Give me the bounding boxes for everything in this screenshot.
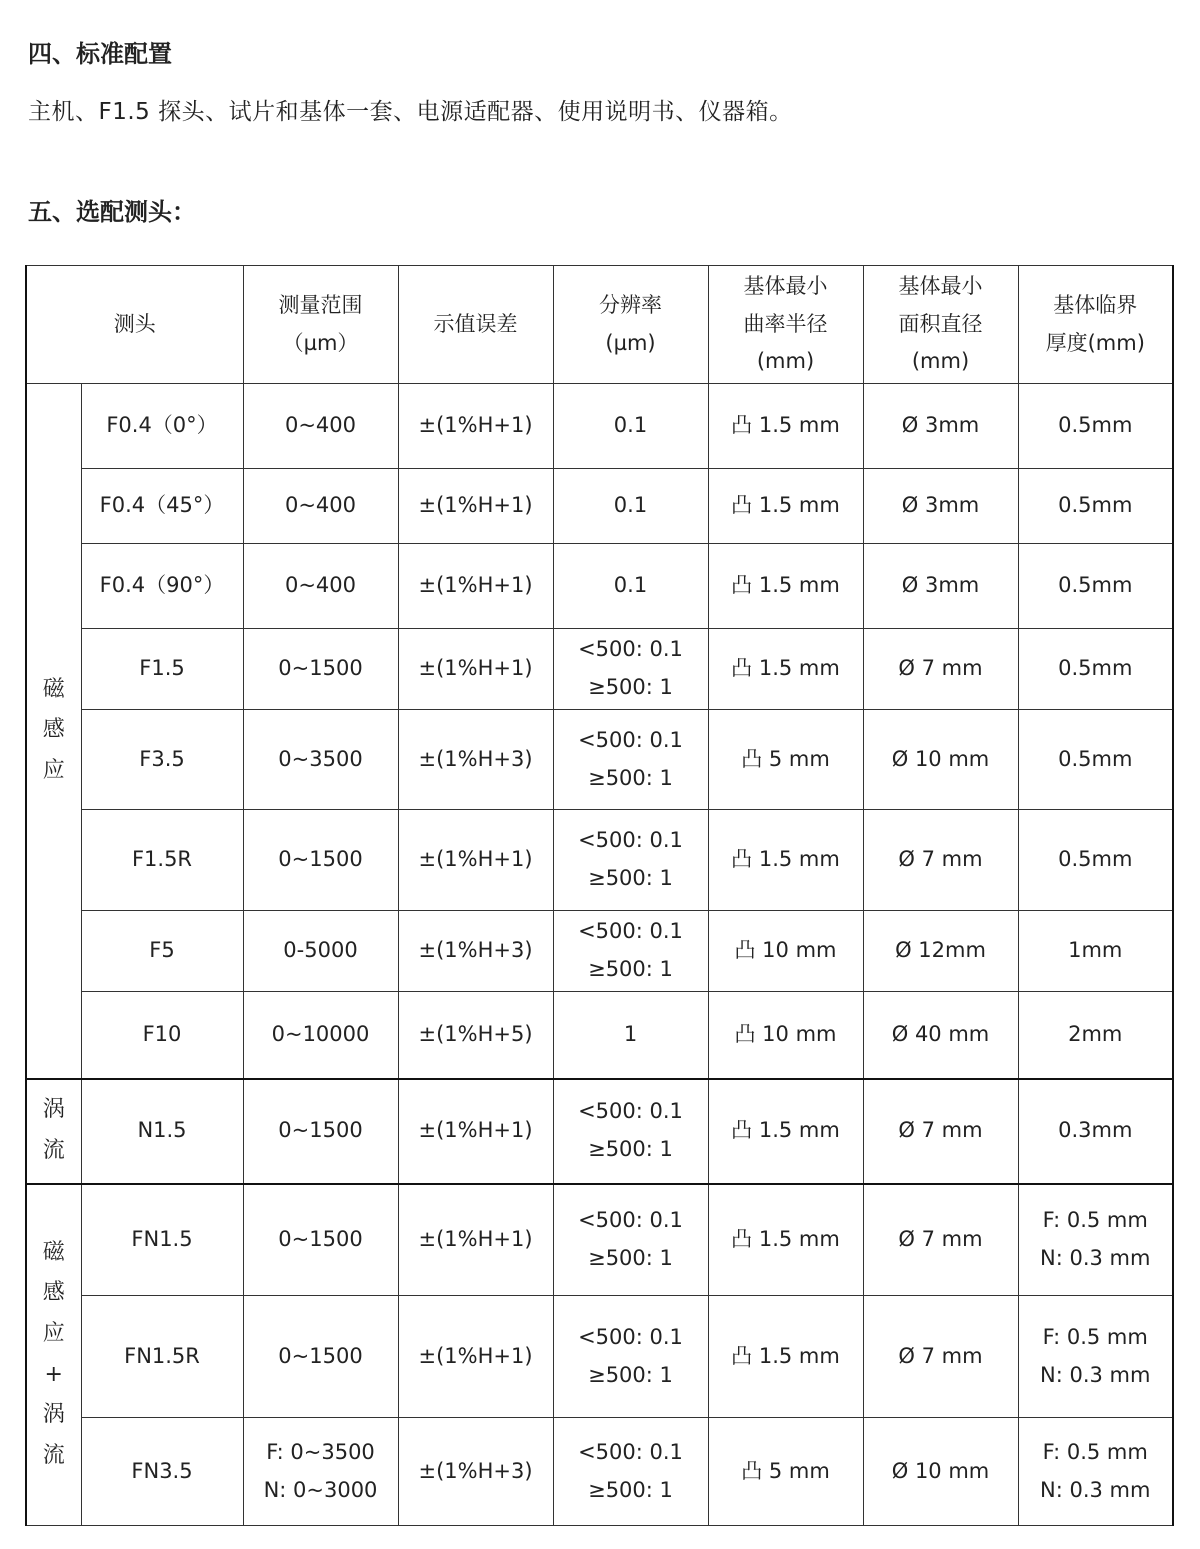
cell-min-area: Ø 7 mm bbox=[863, 629, 1018, 710]
cell-error: ±(1%H+1) bbox=[398, 1184, 553, 1296]
cell-resolution: <500: 0.1 ≥500: 1 bbox=[553, 810, 708, 911]
cell-min-radius: 凸 1.5 mm bbox=[708, 384, 863, 469]
cell-min-radius: 凸 1.5 mm bbox=[708, 1296, 863, 1418]
cell-probe: N1.5 bbox=[81, 1079, 243, 1184]
cell-critical-thickness: 0.5mm bbox=[1018, 544, 1173, 629]
cell-probe: F5 bbox=[81, 911, 243, 992]
cell-resolution: 0.1 bbox=[553, 384, 708, 469]
header-min-area: 基体最小 面积直径 (mm) bbox=[863, 266, 1018, 384]
cell-probe: FN1.5R bbox=[81, 1296, 243, 1418]
cell-min-radius: 凸 10 mm bbox=[708, 911, 863, 992]
cell-range: 0~1500 bbox=[243, 810, 398, 911]
cell-error: ±(1%H+3) bbox=[398, 710, 553, 810]
cell-range: 0~400 bbox=[243, 469, 398, 544]
cell-min-area: Ø 3mm bbox=[863, 544, 1018, 629]
cell-min-radius: 凸 5 mm bbox=[708, 710, 863, 810]
cell-min-radius: 凸 1.5 mm bbox=[708, 1184, 863, 1296]
cell-error: ±(1%H+3) bbox=[398, 1418, 553, 1526]
table-row bbox=[26, 992, 1173, 1079]
table-body bbox=[26, 384, 1173, 1526]
table-row bbox=[26, 384, 1173, 469]
cell-resolution: 0.1 bbox=[553, 544, 708, 629]
header-range: 测量范围 （µm） bbox=[243, 266, 398, 384]
cell-min-area: Ø 7 mm bbox=[863, 1296, 1018, 1418]
cell-resolution: <500: 0.1 ≥500: 1 bbox=[553, 911, 708, 992]
cell-min-area: Ø 7 mm bbox=[863, 1184, 1018, 1296]
header-resolution: 分辨率 (µm) bbox=[553, 266, 708, 384]
header-min-radius: 基体最小 曲率半径 (mm) bbox=[708, 266, 863, 384]
cell-resolution: <500: 0.1 ≥500: 1 bbox=[553, 629, 708, 710]
cell-probe: F0.4（45°） bbox=[81, 469, 243, 544]
cell-critical-thickness: 0.5mm bbox=[1018, 810, 1173, 911]
cell-resolution: <500: 0.1 ≥500: 1 bbox=[553, 1184, 708, 1296]
cell-critical-thickness: 0.5mm bbox=[1018, 629, 1173, 710]
cell-min-radius: 凸 1.5 mm bbox=[708, 544, 863, 629]
cell-min-radius: 凸 1.5 mm bbox=[708, 469, 863, 544]
header-probe: 测头 bbox=[26, 266, 243, 384]
cell-error: ±(1%H+3) bbox=[398, 911, 553, 992]
cell-min-area: Ø 3mm bbox=[863, 469, 1018, 544]
cell-resolution: 1 bbox=[553, 992, 708, 1079]
optional-probe-table bbox=[25, 265, 1174, 1526]
cell-error: ±(1%H+1) bbox=[398, 1079, 553, 1184]
cell-resolution: <500: 0.1 ≥500: 1 bbox=[553, 1418, 708, 1526]
cell-range: 0~10000 bbox=[243, 992, 398, 1079]
cell-min-radius: 凸 5 mm bbox=[708, 1418, 863, 1526]
cell-error: ±(1%H+1) bbox=[398, 469, 553, 544]
cell-probe: F0.4（90°） bbox=[81, 544, 243, 629]
cell-min-radius: 凸 10 mm bbox=[708, 992, 863, 1079]
cell-critical-thickness: F: 0.5 mm N: 0.3 mm bbox=[1018, 1418, 1173, 1526]
cell-range: 0~1500 bbox=[243, 1079, 398, 1184]
cell-min-radius: 凸 1.5 mm bbox=[708, 629, 863, 710]
cell-error: ±(1%H+1) bbox=[398, 629, 553, 710]
cell-probe: FN1.5 bbox=[81, 1184, 243, 1296]
cell-error: ±(1%H+1) bbox=[398, 384, 553, 469]
cell-min-radius: 凸 1.5 mm bbox=[708, 1079, 863, 1184]
cell-min-area: Ø 40 mm bbox=[863, 992, 1018, 1079]
table-row bbox=[26, 544, 1173, 629]
cell-range: 0~1500 bbox=[243, 629, 398, 710]
table-row bbox=[26, 911, 1173, 992]
cell-min-area: Ø 7 mm bbox=[863, 810, 1018, 911]
group-eddy: 涡 流 bbox=[26, 1079, 81, 1184]
cell-probe: F10 bbox=[81, 992, 243, 1079]
cell-critical-thickness: F: 0.5 mm N: 0.3 mm bbox=[1018, 1296, 1173, 1418]
cell-min-area: Ø 3mm bbox=[863, 384, 1018, 469]
cell-critical-thickness: F: 0.5 mm N: 0.3 mm bbox=[1018, 1184, 1173, 1296]
cell-resolution: <500: 0.1 ≥500: 1 bbox=[553, 710, 708, 810]
cell-min-radius: 凸 1.5 mm bbox=[708, 810, 863, 911]
header-error: 示值误差 bbox=[398, 266, 553, 384]
cell-range: 0~1500 bbox=[243, 1296, 398, 1418]
cell-min-area: Ø 10 mm bbox=[863, 710, 1018, 810]
standard-config-text: 主机、F1.5 探头、试片和基体一套、电源适配器、使用说明书、仪器箱。 bbox=[28, 99, 793, 125]
cell-critical-thickness: 0.5mm bbox=[1018, 469, 1173, 544]
cell-min-area: Ø 7 mm bbox=[863, 1079, 1018, 1184]
cell-error: ±(1%H+1) bbox=[398, 810, 553, 911]
cell-probe: F3.5 bbox=[81, 710, 243, 810]
cell-resolution: <500: 0.1 ≥500: 1 bbox=[553, 1296, 708, 1418]
cell-error: ±(1%H+1) bbox=[398, 544, 553, 629]
cell-critical-thickness: 1mm bbox=[1018, 911, 1173, 992]
table-row bbox=[26, 810, 1173, 911]
cell-min-area: Ø 10 mm bbox=[863, 1418, 1018, 1526]
cell-resolution: 0.1 bbox=[553, 469, 708, 544]
header-critical-thickness: 基体临界 厚度(mm) bbox=[1018, 266, 1173, 384]
cell-range: 0~3500 bbox=[243, 710, 398, 810]
cell-critical-thickness: 0.5mm bbox=[1018, 710, 1173, 810]
cell-critical-thickness: 0.5mm bbox=[1018, 384, 1173, 469]
cell-probe: FN3.5 bbox=[81, 1418, 243, 1526]
section-4-heading: 四、标准配置 bbox=[28, 40, 172, 68]
cell-error: ±(1%H+1) bbox=[398, 1296, 553, 1418]
cell-error: ±(1%H+5) bbox=[398, 992, 553, 1079]
table-row bbox=[26, 629, 1173, 710]
table-row bbox=[26, 1079, 1173, 1184]
cell-range: 0~400 bbox=[243, 544, 398, 629]
cell-probe: F0.4（0°） bbox=[81, 384, 243, 469]
table-row bbox=[26, 1418, 1173, 1526]
cell-range: 0-5000 bbox=[243, 911, 398, 992]
group-magnetic: 磁 感 应 bbox=[26, 384, 81, 1079]
cell-critical-thickness: 2mm bbox=[1018, 992, 1173, 1079]
cell-min-area: Ø 12mm bbox=[863, 911, 1018, 992]
section-5-heading: 五、选配测头： bbox=[28, 198, 196, 226]
cell-range: F: 0~3500 N: 0~3000 bbox=[243, 1418, 398, 1526]
cell-probe: F1.5 bbox=[81, 629, 243, 710]
cell-range: 0~400 bbox=[243, 384, 398, 469]
table-row bbox=[26, 1296, 1173, 1418]
group-magnetic-eddy: 磁 感 应 + 涡 流 bbox=[26, 1184, 81, 1526]
table-header-row bbox=[26, 266, 1173, 384]
cell-range: 0~1500 bbox=[243, 1184, 398, 1296]
table-row bbox=[26, 710, 1173, 810]
cell-resolution: <500: 0.1 ≥500: 1 bbox=[553, 1079, 708, 1184]
table-row bbox=[26, 1184, 1173, 1296]
table-row bbox=[26, 469, 1173, 544]
cell-probe: F1.5R bbox=[81, 810, 243, 911]
cell-critical-thickness: 0.3mm bbox=[1018, 1079, 1173, 1184]
